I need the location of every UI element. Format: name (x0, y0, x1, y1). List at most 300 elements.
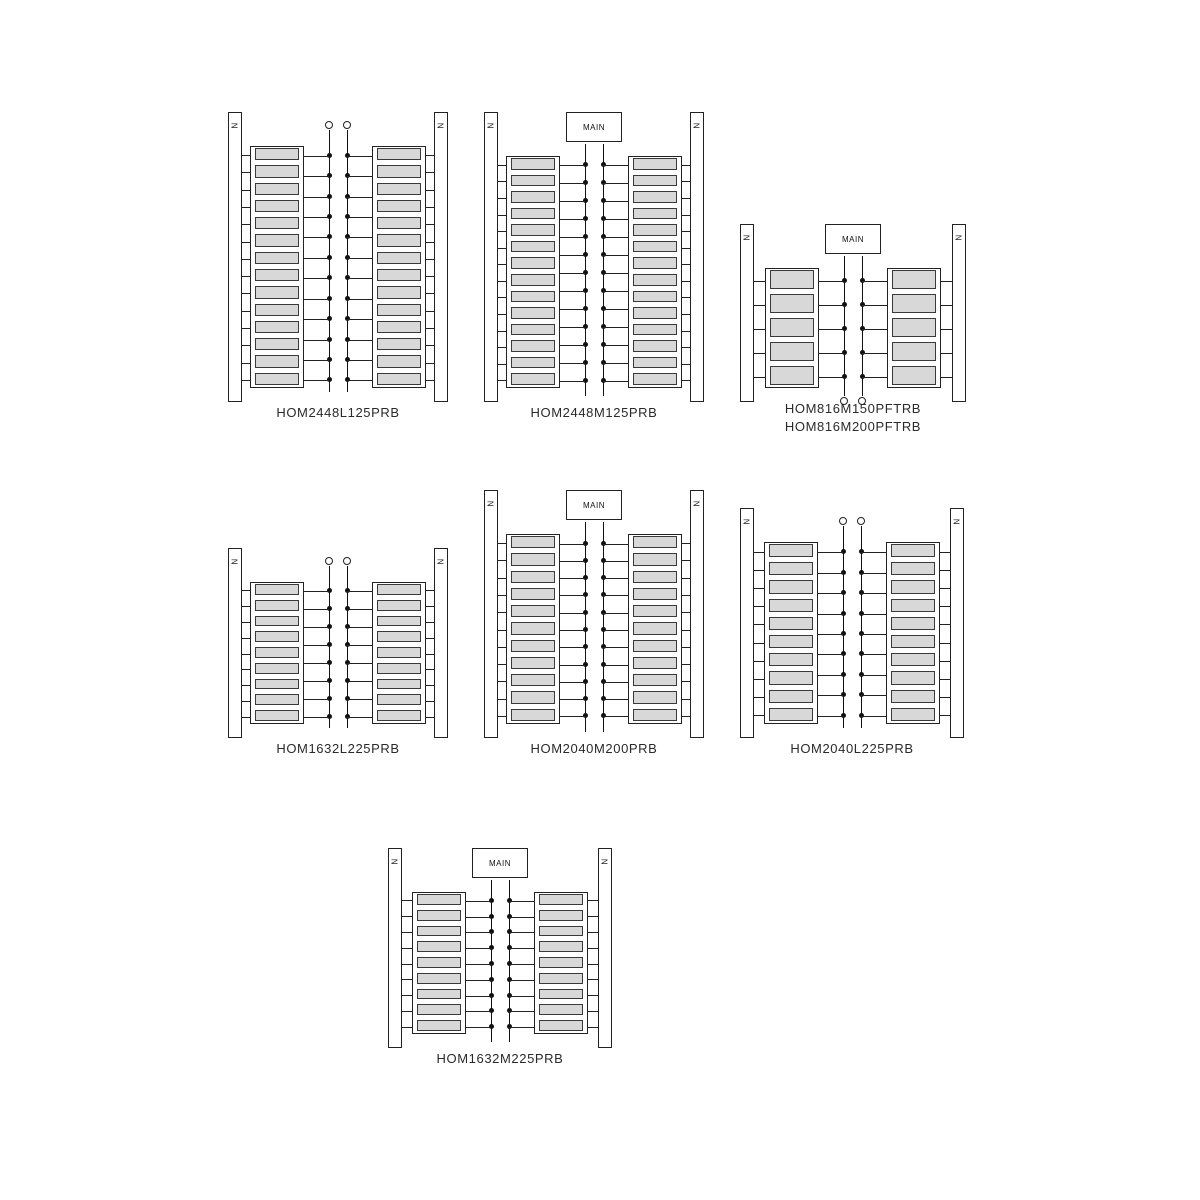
breaker-right[interactable] (377, 355, 421, 367)
neutral-lead-left (242, 207, 250, 208)
neutral-lead-right (588, 916, 598, 917)
breaker-right[interactable] (633, 373, 677, 385)
lug-terminal[interactable] (839, 517, 847, 525)
breaker-left[interactable] (769, 653, 813, 666)
breaker-right[interactable] (633, 657, 677, 669)
breaker-left[interactable] (255, 286, 299, 298)
panel-caption (740, 400, 966, 435)
breaker-left[interactable] (511, 241, 555, 253)
breaker-left[interactable] (255, 252, 299, 264)
neutral-lead-left (498, 630, 506, 631)
breaker-right[interactable] (377, 647, 421, 658)
breaker-right[interactable] (891, 580, 935, 593)
breaker-right[interactable] (539, 894, 583, 905)
neutral-lead-left (498, 181, 506, 182)
breaker-left[interactable] (511, 657, 555, 669)
breaker-right[interactable] (892, 366, 936, 385)
breaker-left[interactable] (511, 588, 555, 600)
breaker-left[interactable] (255, 183, 299, 195)
neutral-lead-left (242, 363, 250, 364)
breaker-left[interactable] (511, 307, 555, 319)
breaker-left[interactable] (511, 158, 555, 170)
breaker-right[interactable] (377, 663, 421, 674)
neutral-lead-left (498, 248, 506, 249)
panel-caption-line: HOM2040L225PRB (790, 741, 914, 756)
breaker-left[interactable] (417, 957, 461, 968)
neutral-rail-label: N (230, 558, 240, 565)
breaker-left[interactable] (255, 600, 299, 611)
neutral-lead-left (754, 353, 765, 354)
neutral-lead-right (426, 380, 434, 381)
neutral-lead-left (498, 664, 506, 665)
breaker-right[interactable] (377, 710, 421, 721)
breaker-right[interactable] (633, 709, 677, 721)
neutral-rail-label: N (390, 858, 400, 865)
breaker-right[interactable] (633, 588, 677, 600)
lug-terminal[interactable] (343, 121, 351, 129)
bus-connector-right (347, 299, 372, 300)
breaker-right[interactable] (539, 910, 583, 921)
breaker-left[interactable] (255, 338, 299, 350)
bus-connector-right (862, 281, 887, 282)
bus-connector-left (819, 305, 844, 306)
lug-terminal[interactable] (343, 557, 351, 565)
breaker-left[interactable] (255, 679, 299, 690)
panel-caption-line: HOM2448M125PRB (530, 405, 658, 420)
bus-connector-left (304, 717, 329, 718)
breaker-left[interactable] (511, 291, 555, 303)
breaker-right[interactable] (892, 294, 936, 313)
breaker-right[interactable] (892, 318, 936, 337)
breaker-right[interactable] (891, 544, 935, 557)
bus-connector-left (818, 654, 843, 655)
breaker-right[interactable] (633, 224, 677, 236)
breaker-right[interactable] (633, 622, 677, 634)
neutral-lead-left (498, 380, 506, 381)
breaker-left[interactable] (769, 562, 813, 575)
neutral-lead-right (682, 699, 690, 700)
breaker-right[interactable] (891, 671, 935, 684)
breaker-left[interactable] (255, 584, 299, 595)
bus-connector-left (560, 682, 585, 683)
breaker-right[interactable] (539, 941, 583, 952)
breaker-right[interactable] (892, 342, 936, 361)
bus-connector-right (603, 647, 628, 648)
breaker-right[interactable] (633, 674, 677, 686)
bus-connector-right (509, 932, 534, 933)
neutral-lead-right (588, 979, 598, 980)
breaker-left[interactable] (255, 710, 299, 721)
neutral-lead-right (682, 364, 690, 365)
neutral-lead-right (426, 242, 434, 243)
breaker-left[interactable] (255, 234, 299, 246)
neutral-rail-right (690, 112, 704, 402)
breaker-left[interactable] (255, 647, 299, 658)
panel-caption (228, 404, 448, 422)
neutral-lead-left (402, 916, 412, 917)
breaker-left[interactable] (770, 294, 814, 313)
panel-caption-line: HOM2040M200PRB (530, 741, 658, 756)
breaker-left[interactable] (511, 224, 555, 236)
neutral-lead-right (588, 995, 598, 996)
breaker-right[interactable] (891, 635, 935, 648)
breaker-right[interactable] (377, 616, 421, 627)
breaker-right[interactable] (633, 536, 677, 548)
breaker-right[interactable] (633, 257, 677, 269)
panel-caption (388, 1050, 612, 1068)
neutral-lead-right (941, 353, 952, 354)
bus-connector-right (603, 345, 628, 346)
neutral-lead-left (498, 347, 506, 348)
bus-connector-right (861, 593, 886, 594)
neutral-lead-left (498, 264, 506, 265)
bus-connector-left (819, 377, 844, 378)
breaker-right[interactable] (633, 605, 677, 617)
breaker-right[interactable] (633, 571, 677, 583)
main-breaker[interactable]: MAIN (566, 112, 622, 142)
bus-connector-left (560, 165, 585, 166)
breaker-left[interactable] (511, 640, 555, 652)
panel-caption (484, 404, 704, 422)
neutral-lead-left (754, 588, 764, 589)
breaker-left[interactable] (770, 270, 814, 289)
neutral-lead-left (498, 165, 506, 166)
breaker-right[interactable] (377, 183, 421, 195)
neutral-lead-right (940, 679, 950, 680)
bus-connector-left (818, 675, 843, 676)
bus-connector-left (818, 634, 843, 635)
bus-connector-right (347, 278, 372, 279)
bus-connector-right (347, 627, 372, 628)
breaker-right[interactable] (377, 165, 421, 177)
breaker-right[interactable] (891, 617, 935, 630)
neutral-lead-right (588, 1027, 598, 1028)
lug-terminal[interactable] (325, 121, 333, 129)
breaker-right[interactable] (377, 679, 421, 690)
neutral-lead-left (754, 643, 764, 644)
neutral-lead-left (498, 595, 506, 596)
breaker-right[interactable] (377, 373, 421, 385)
breaker-left[interactable] (511, 622, 555, 634)
breaker-left[interactable] (511, 674, 555, 686)
breaker-left[interactable] (511, 691, 555, 703)
breaker-right[interactable] (633, 324, 677, 336)
breaker-left[interactable] (511, 373, 555, 385)
bus-connector-right (603, 595, 628, 596)
bus-connector-left (560, 309, 585, 310)
breaker-left[interactable] (417, 1004, 461, 1015)
breaker-left[interactable] (255, 631, 299, 642)
neutral-lead-left (498, 699, 506, 700)
breaker-left[interactable] (511, 175, 555, 187)
bus-connector-right (603, 219, 628, 220)
neutral-lead-left (242, 155, 250, 156)
neutral-lead-right (588, 1011, 598, 1012)
breaker-right[interactable] (633, 191, 677, 203)
bus-connector-left (560, 327, 585, 328)
neutral-rail-right (434, 112, 448, 402)
neutral-rail-left (740, 508, 754, 738)
breaker-right[interactable] (377, 338, 421, 350)
breaker-left[interactable] (769, 617, 813, 630)
breaker-right[interactable] (377, 694, 421, 705)
breaker-left[interactable] (511, 709, 555, 721)
bus-connector-left (560, 219, 585, 220)
bus-bar (347, 130, 348, 392)
bus-connector-left (304, 591, 329, 592)
bus-connector-left (304, 360, 329, 361)
bus-connector-right (603, 381, 628, 382)
breaker-right[interactable] (633, 241, 677, 253)
neutral-lead-left (242, 293, 250, 294)
breaker-left[interactable] (511, 553, 555, 565)
breaker-left[interactable] (511, 257, 555, 269)
neutral-lead-left (498, 314, 506, 315)
breaker-right[interactable] (891, 562, 935, 575)
breaker-right[interactable] (539, 1020, 583, 1031)
breaker-right[interactable] (377, 631, 421, 642)
breaker-right[interactable] (377, 600, 421, 611)
neutral-lead-right (426, 190, 434, 191)
neutral-lead-left (242, 606, 250, 607)
neutral-lead-left (754, 329, 765, 330)
bus-connector-left (304, 278, 329, 279)
breaker-left[interactable] (511, 324, 555, 336)
lug-terminal[interactable] (325, 557, 333, 565)
neutral-lead-right (682, 165, 690, 166)
breaker-right[interactable] (633, 175, 677, 187)
breaker-right[interactable] (633, 274, 677, 286)
neutral-lead-right (941, 281, 952, 282)
breaker-left[interactable] (255, 663, 299, 674)
neutral-lead-left (754, 281, 765, 282)
breaker-right[interactable] (377, 217, 421, 229)
breaker-right[interactable] (891, 708, 935, 721)
breaker-right[interactable] (633, 208, 677, 220)
neutral-lead-left (402, 1011, 412, 1012)
bus-bar (861, 526, 862, 728)
breaker-left[interactable] (511, 340, 555, 352)
breaker-right[interactable] (377, 252, 421, 264)
breaker-left[interactable] (255, 616, 299, 627)
breaker-left[interactable] (255, 694, 299, 705)
breaker-left[interactable] (417, 989, 461, 1000)
breaker-left[interactable] (511, 208, 555, 220)
bus-connector-right (347, 609, 372, 610)
breaker-left[interactable] (770, 342, 814, 361)
bus-connector-left (560, 647, 585, 648)
neutral-lead-left (242, 345, 250, 346)
bus-connector-right (862, 329, 887, 330)
bus-connector-right (347, 176, 372, 177)
breaker-right[interactable] (539, 973, 583, 984)
breaker-left[interactable] (769, 690, 813, 703)
bus-connector-left (560, 381, 585, 382)
breaker-left[interactable] (769, 599, 813, 612)
breaker-left[interactable] (511, 605, 555, 617)
neutral-lead-right (682, 630, 690, 631)
breaker-right[interactable] (377, 286, 421, 298)
breaker-right[interactable] (633, 691, 677, 703)
main-breaker[interactable]: MAIN (566, 490, 622, 520)
neutral-rail-left (484, 112, 498, 402)
bus-connector-right (603, 327, 628, 328)
neutral-lead-left (242, 190, 250, 191)
breaker-left[interactable] (417, 910, 461, 921)
bus-connector-right (347, 717, 372, 718)
neutral-lead-right (682, 215, 690, 216)
neutral-rail-label: N (742, 234, 752, 241)
breaker-right[interactable] (633, 158, 677, 170)
bus-connector-left (466, 964, 491, 965)
bus-connector-left (560, 613, 585, 614)
bus-connector-left (560, 273, 585, 274)
neutral-rail-label: N (742, 518, 752, 525)
breaker-left[interactable] (769, 635, 813, 648)
neutral-lead-left (498, 198, 506, 199)
panel-diagram (484, 112, 704, 402)
neutral-rail-left (388, 848, 402, 1048)
breaker-left[interactable] (255, 355, 299, 367)
breaker-right[interactable] (891, 653, 935, 666)
neutral-lead-left (242, 654, 250, 655)
breaker-right[interactable] (892, 270, 936, 289)
breaker-right[interactable] (891, 599, 935, 612)
breaker-left[interactable] (255, 373, 299, 385)
breaker-left[interactable] (255, 148, 299, 160)
breaker-right[interactable] (633, 640, 677, 652)
breaker-right[interactable] (377, 304, 421, 316)
breaker-left[interactable] (255, 165, 299, 177)
bus-connector-right (861, 552, 886, 553)
bus-connector-right (603, 165, 628, 166)
breaker-left[interactable] (255, 217, 299, 229)
breaker-right[interactable] (377, 321, 421, 333)
neutral-lead-right (588, 932, 598, 933)
panel-caption-line: HOM2448L125PRB (276, 405, 400, 420)
breaker-right[interactable] (891, 690, 935, 703)
panel-diagram (228, 548, 448, 738)
bus-connector-left (560, 561, 585, 562)
breaker-left[interactable] (417, 941, 461, 952)
neutral-rail-right (950, 508, 964, 738)
bus-connector-right (347, 699, 372, 700)
breaker-right[interactable] (633, 357, 677, 369)
neutral-lead-left (402, 948, 412, 949)
neutral-lead-left (242, 638, 250, 639)
breaker-left[interactable] (511, 357, 555, 369)
main-breaker[interactable]: MAIN (825, 224, 881, 254)
breaker-left[interactable] (770, 318, 814, 337)
breaker-right[interactable] (377, 200, 421, 212)
breaker-left[interactable] (769, 671, 813, 684)
neutral-lead-right (682, 595, 690, 596)
breaker-right[interactable] (539, 989, 583, 1000)
neutral-lead-left (242, 669, 250, 670)
bus-connector-right (509, 917, 534, 918)
bus-connector-left (560, 544, 585, 545)
breaker-left[interactable] (769, 580, 813, 593)
breaker-left[interactable] (511, 536, 555, 548)
neutral-lead-left (242, 328, 250, 329)
breaker-left[interactable] (769, 708, 813, 721)
bus-connector-left (818, 695, 843, 696)
lug-terminal[interactable] (857, 517, 865, 525)
bus-connector-right (509, 901, 534, 902)
neutral-rail-label: N (600, 858, 610, 865)
bus-connector-right (347, 156, 372, 157)
neutral-lead-right (940, 588, 950, 589)
neutral-lead-left (242, 276, 250, 277)
breaker-right[interactable] (633, 553, 677, 565)
breaker-left[interactable] (511, 191, 555, 203)
neutral-lead-left (754, 552, 764, 553)
bus-connector-right (603, 237, 628, 238)
main-breaker[interactable]: MAIN (472, 848, 528, 878)
breaker-right[interactable] (633, 291, 677, 303)
neutral-lead-right (940, 643, 950, 644)
breaker-right[interactable] (539, 1004, 583, 1015)
neutral-lead-right (682, 347, 690, 348)
neutral-rail-label: N (230, 122, 240, 129)
neutral-lead-right (682, 198, 690, 199)
breaker-left[interactable] (417, 1020, 461, 1031)
bus-connector-left (304, 176, 329, 177)
breaker-right[interactable] (539, 926, 583, 937)
neutral-lead-right (426, 622, 434, 623)
neutral-rail-right (434, 548, 448, 738)
bus-connector-right (603, 665, 628, 666)
breaker-right[interactable] (377, 584, 421, 595)
breaker-left[interactable] (511, 571, 555, 583)
neutral-lead-right (426, 172, 434, 173)
neutral-rail-right (952, 224, 966, 402)
breaker-left[interactable] (255, 304, 299, 316)
breaker-left[interactable] (417, 926, 461, 937)
breaker-left[interactable] (417, 894, 461, 905)
bus-connector-left (560, 363, 585, 364)
breaker-right[interactable] (633, 307, 677, 319)
bus-connector-right (603, 699, 628, 700)
breaker-left[interactable] (770, 366, 814, 385)
bus-connector-right (347, 258, 372, 259)
breaker-left[interactable] (511, 274, 555, 286)
neutral-lead-left (402, 1027, 412, 1028)
bus-connector-left (818, 716, 843, 717)
breaker-left[interactable] (255, 269, 299, 281)
neutral-lead-left (402, 932, 412, 933)
breaker-left[interactable] (255, 321, 299, 333)
breaker-right[interactable] (539, 957, 583, 968)
bus-connector-right (603, 613, 628, 614)
breaker-right[interactable] (377, 148, 421, 160)
breaker-left[interactable] (417, 973, 461, 984)
breaker-left[interactable] (255, 200, 299, 212)
bus-connector-right (347, 681, 372, 682)
breaker-right[interactable] (377, 269, 421, 281)
neutral-lead-left (754, 570, 764, 571)
breaker-right[interactable] (633, 340, 677, 352)
panel-caption (484, 740, 704, 758)
panel-diagram (740, 508, 964, 738)
bus-connector-right (861, 614, 886, 615)
neutral-lead-right (940, 570, 950, 571)
bus-connector-left (466, 932, 491, 933)
bus-connector-right (509, 1027, 534, 1028)
breaker-left[interactable] (769, 544, 813, 557)
breaker-right[interactable] (377, 234, 421, 246)
bus-connector-left (304, 681, 329, 682)
